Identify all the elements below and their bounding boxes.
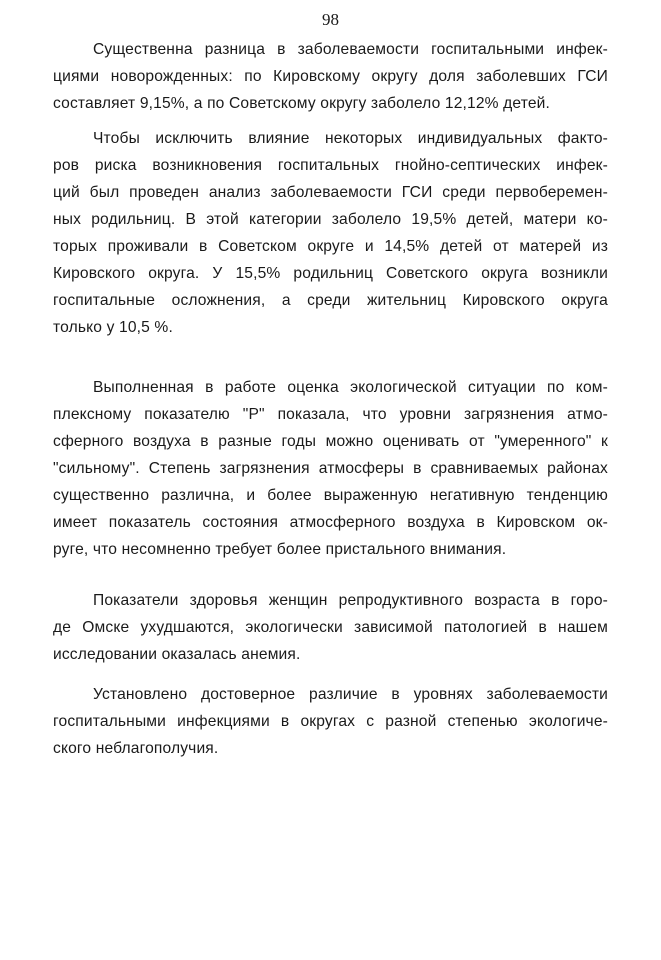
paragraph-neonatal-infections xyxy=(53,36,608,117)
text-line: Кировского округа. У 15,5% родильниц Советского округа возникли xyxy=(53,265,608,282)
text-line: Существенна разница в заболеваемости госпитальными инфек- xyxy=(93,41,608,58)
text-line: только у 10,5 %. xyxy=(53,319,173,336)
paragraph-womens-health xyxy=(53,587,608,668)
page-number: 98 xyxy=(322,10,339,29)
text-line: имеет показатель состояния атмосферного воздуха в Кировском ок- xyxy=(53,514,608,531)
text-line: Показатели здоровья женщин репродуктивного возраста в горо- xyxy=(93,592,608,609)
text-line: исследовании оказалась анемия. xyxy=(53,646,301,663)
text-line: плексному показателю "Р" показала, что уровни загрязнения атмо- xyxy=(53,406,608,423)
text-line: ных родильниц. В этой категории заболело 19,5% детей, матери ко- xyxy=(53,211,608,228)
text-line: Выполненная в работе оценка экологической ситуации по ком- xyxy=(93,379,608,396)
text-line: ского неблагополучия. xyxy=(53,740,219,757)
text-line: существенно различна, и более выраженную негативную тенденцию xyxy=(53,487,608,504)
text-line: Установлено достоверное различие в уровнях заболеваемости xyxy=(93,686,608,703)
text-line: руге, что несомненно требует более пристального внимания. xyxy=(53,541,507,558)
paragraph-ecological-assessment xyxy=(53,374,608,563)
text-line: Чтобы исключить влияние некоторых индивидуальных факто- xyxy=(93,130,608,147)
text-line: торых проживали в Советском округе и 14,5% детей от матерей из xyxy=(53,238,608,255)
text-line: госпитальные осложнения, а среди жительниц Кировского округа xyxy=(53,292,608,309)
text-line: госпитальными инфекциями в округах с разной степенью экологиче- xyxy=(53,713,608,730)
text-line: ций был проведен анализ заболеваемости ГСИ среди первоберемен- xyxy=(53,184,608,201)
text-line: составляет 9,15%, а по Советскому округу заболело 12,12% детей. xyxy=(53,95,550,112)
paragraph-conclusion xyxy=(53,681,608,762)
text-line: сферного воздуха в разные годы можно оценивать от "умеренного" к xyxy=(53,433,608,450)
text-line: ров риска возникновения госпитальных гнойно-септических инфек- xyxy=(53,157,608,174)
text-line: циями новорожденных: по Кировскому округу доля заболевших ГСИ xyxy=(53,68,608,85)
text-line: де Омске ухудшаются, экологически зависимой патологией в нашем xyxy=(53,619,608,636)
text-line: "сильному". Степень загрязнения атмосферы в сравниваемых районах xyxy=(53,460,608,477)
paragraph-primiparous-analysis xyxy=(53,125,608,341)
